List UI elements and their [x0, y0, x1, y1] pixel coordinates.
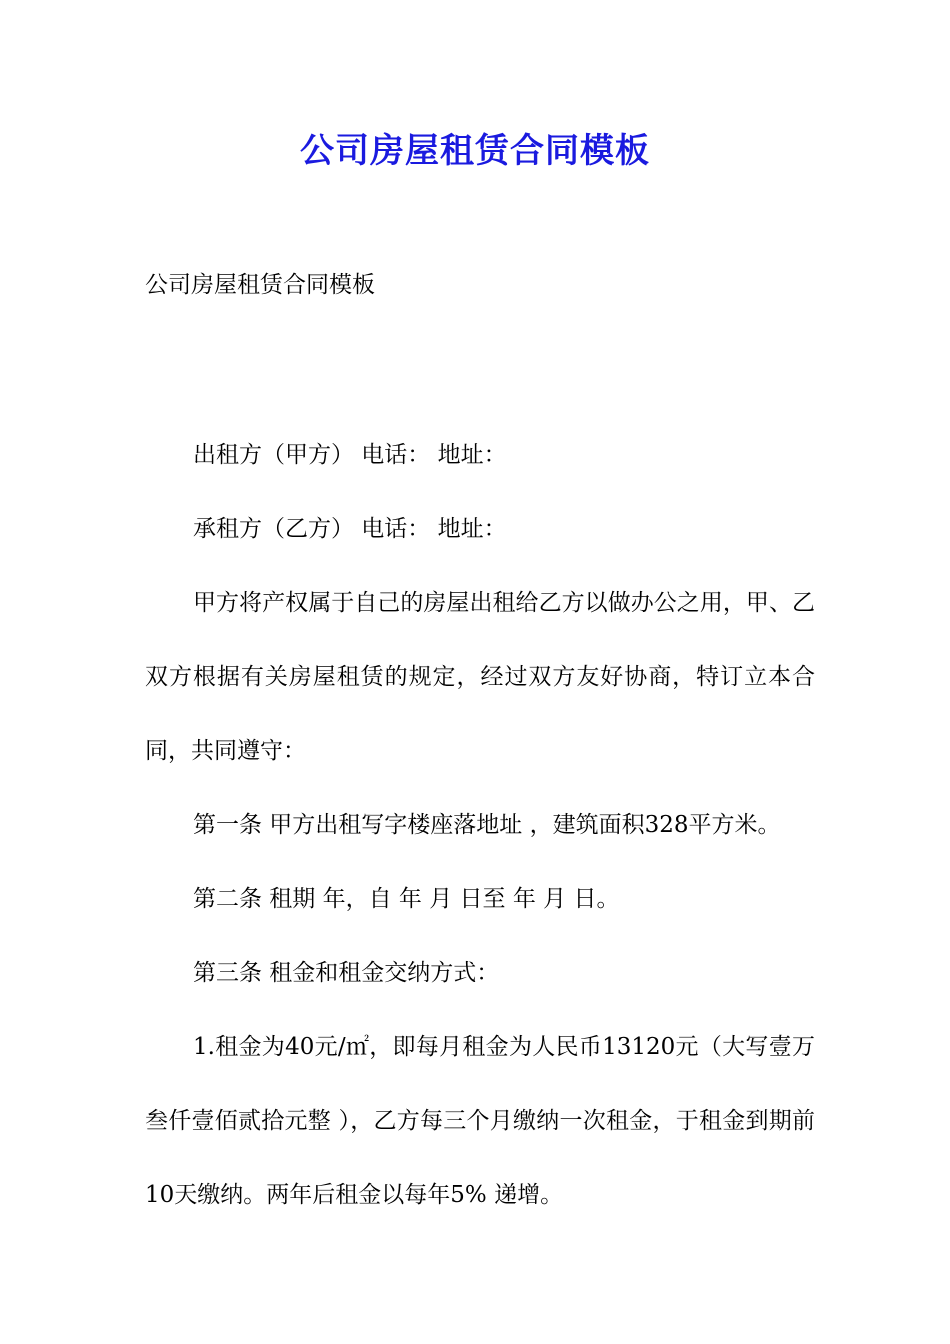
document-subtitle: 公司房屋租赁合同模板 — [145, 272, 375, 298]
document-body — [145, 418, 815, 1232]
paragraph-lessee-info: 承租方（乙方） 电话： 地址： — [193, 516, 507, 542]
paragraph-lessor-info: 出租方（甲方） 电话： 地址： — [193, 442, 507, 468]
paragraph-rent-clause-1: 1.租金为40元/㎡，即每月租金为人民币13120元（大写壹万叁仟壹佰贰拾元整 ），乙方每三个月缴纳一次租金，于租金到期前10天缴纳。两年后租金以每年5% 递增。 — [145, 1034, 815, 1208]
paragraph-article-3: 第三条 租金和租金交纳方式： — [193, 960, 500, 986]
paragraph-article-1: 第一条 甲方出租写字楼座落地址 ，建筑面积328平方米。 — [193, 812, 781, 838]
paragraph-preamble: 甲方将产权属于自己的房屋出租给乙方以做办公之用，甲、乙双方根据有关房屋租赁的规定，经过双方友好协商，特订立本合同，共同遵守： — [145, 590, 815, 764]
document-title: 公司房屋租赁合同模板 — [300, 131, 650, 171]
paragraph-article-2: 第二条 租期 年，自 年 月 日至 年 月 日。 — [193, 886, 620, 912]
